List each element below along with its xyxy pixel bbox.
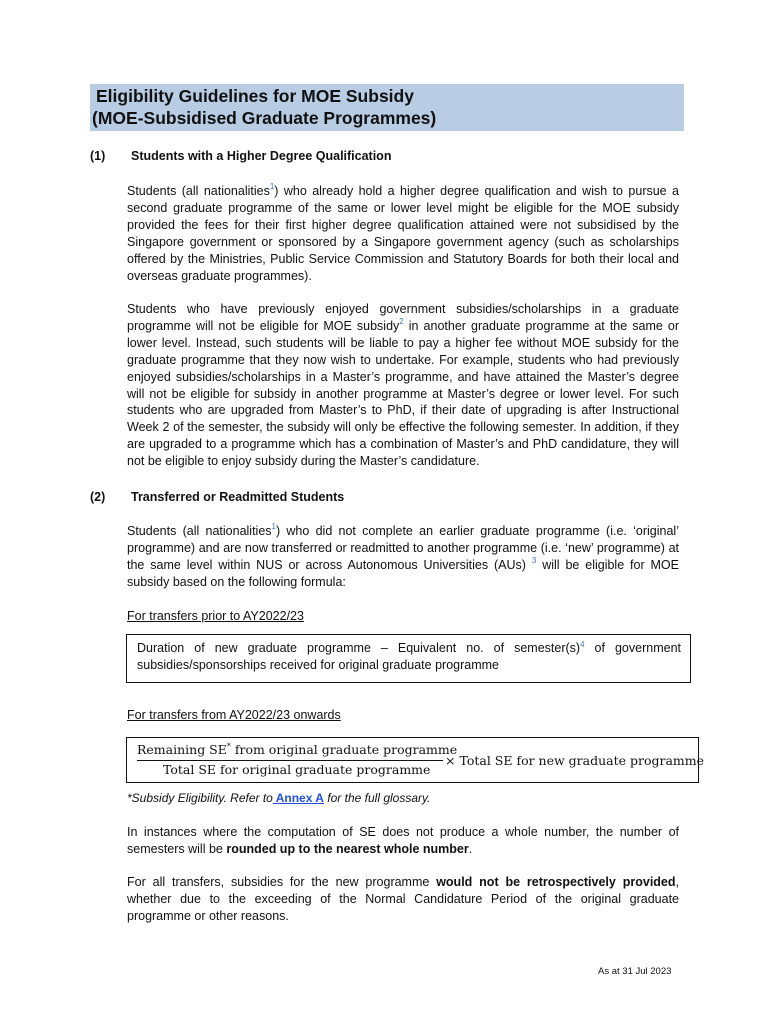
formula-multiplier: × Total SE for new graduate programme <box>445 753 705 768</box>
section-1-number: (1) <box>90 149 106 163</box>
footer-date: As at 31 Jul 2023 <box>598 966 672 977</box>
footnote-ref-4: 4 <box>580 639 585 649</box>
section-2-paragraph-1: Students (all nationalities$^1$) who did not complete an earlier graduate programme (i.e. ‘original’ programme) and are now transferred or readmitted to another programme (i.e. ‘new’ programme) at the same level within NUS or across Autonomous Universities (AUs) $^3$ will be eligible for MOE subsidy based on the following formula: <box>127 521 679 589</box>
title-banner <box>90 84 684 131</box>
formula-numerator: Remaining SE* from original graduate programme <box>137 742 458 758</box>
footnote-ref-1b: 1 <box>271 521 276 531</box>
page-title: Eligibility Guidelines for MOE Subsidy <box>96 86 414 106</box>
section-1-paragraph-2: Students who have previously enjoyed government subsidies/scholarships in a graduate programme will not be eligible for MOE subsidy$^2$ in another graduate programme at the same or lower level. Instead, such students will be liable to pay a higher fee without MOE subsidy for the graduate programme that they now wish to undertake. For example, students who had previously enjoyed subsidies/scholarships in a Master’s programme, and have attained the Master’s degree will not be eligible for subsidy in another programme at Master’s degree or lower level. For such students who are upgraded from Master’s to PhD, if their date of upgrading is after Instructional Week 2 of the semester, the subsidy will only be effective the following semester. In addition, if they are upgraded to a programme which has a combination of Master’s and PhD candidature, they will not be eligible to enjoy subsidy during the Master’s candidature. <box>127 302 679 469</box>
footnote-ref-2: 2 <box>399 316 404 326</box>
subheading-from-ay2022: For transfers from AY2022/23 onwards <box>127 708 341 722</box>
annex-a-link[interactable]: Annex A <box>272 791 324 805</box>
section-1-paragraph-1: Students (all nationalities$^1$) who already hold a higher degree qualification and wish to pursue a second graduate programme of the same or lower level might be eligible for the MOE subsidy provided the fees for their first higher degree qualification attained were not subsidised by the Singapore government or sponsored by a Singapore government agency (such as scholarships offered by the Ministries, Public Service Commission and Statutory Boards for both their local and overseas graduate programmes). <box>127 181 679 283</box>
se-footnote: *Subsidy Eligibility. Refer to Annex A for the full glossary. <box>127 791 431 805</box>
formula-box-prior <box>126 634 691 683</box>
fraction-bar <box>137 760 443 761</box>
footnote-ref-1: 1 <box>269 181 275 191</box>
page-subtitle: (MOE-Subsidised Graduate Programmes) <box>92 108 437 128</box>
formula-box-onwards <box>126 737 705 783</box>
section-2-paragraph-2: In instances where the computation of SE does not produce a whole number, the number of semesters will be rounded up to the nearest whole number. <box>127 825 679 856</box>
section-2-number: (2) <box>90 490 106 504</box>
formula-denominator: Total SE for original graduate programme <box>163 762 431 777</box>
footnote-ref-3: 3 <box>531 555 537 565</box>
section-1-heading: Students with a Higher Degree Qualification <box>131 149 392 163</box>
formula-prior-text: Duration of new graduate programme – Equivalent no. of $semester(s)^4$ of government subsidies/sponsorships received for original graduate programme <box>137 639 681 672</box>
section-2-heading: Transferred or Readmitted Students <box>131 490 345 504</box>
subheading-prior-ay2022: For transfers prior to AY2022/23 <box>127 609 304 623</box>
section-2-paragraph-3: For all transfers, subsidies for the new programme would not be retrospectively provided, whether due to the exceeding of the Normal Candidature Period of the original graduate programme or other reasons. <box>127 875 679 923</box>
